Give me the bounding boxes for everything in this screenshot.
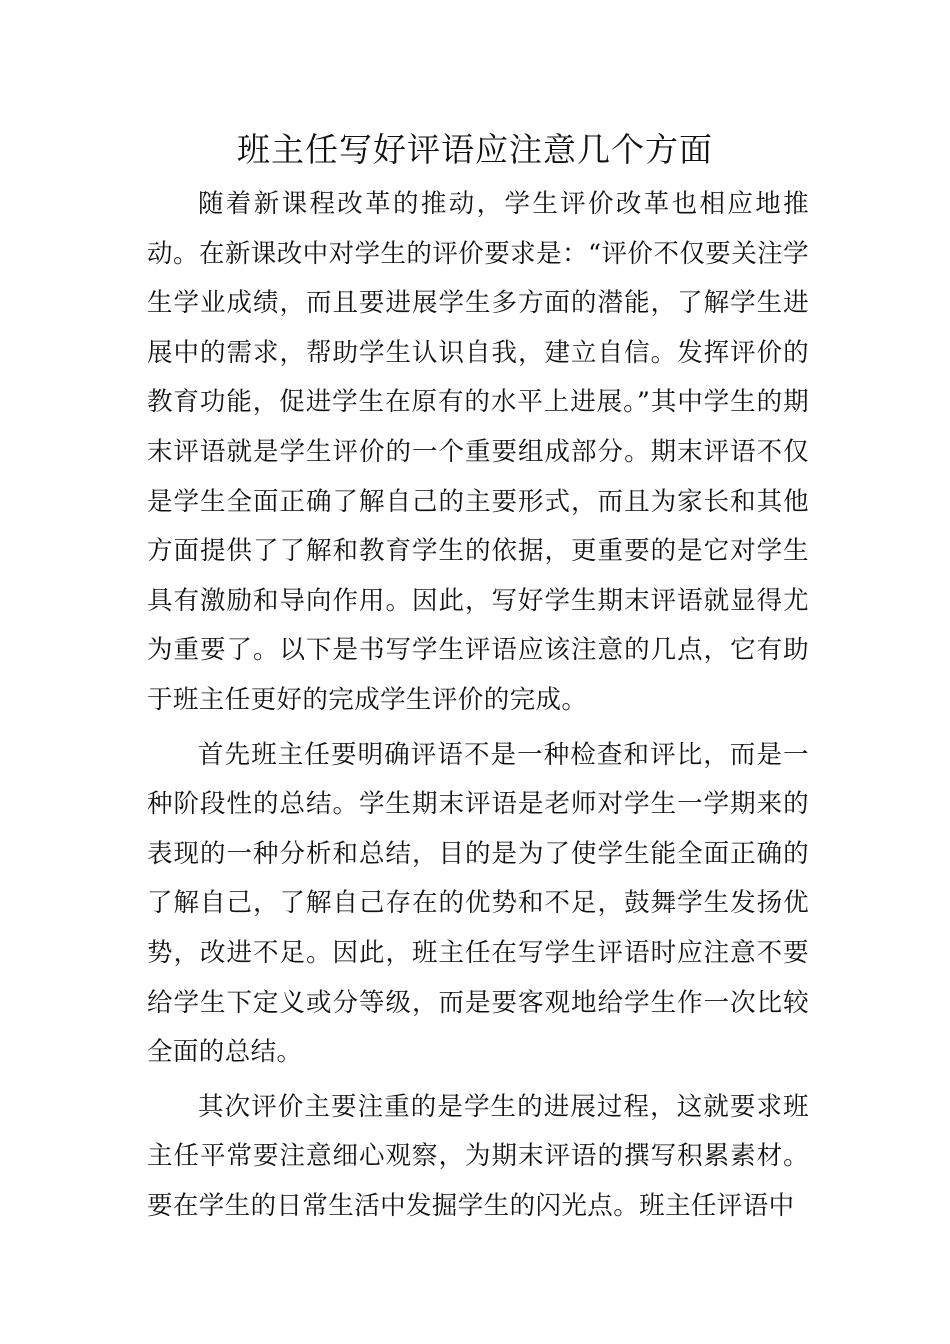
document-title: 班主任写好评语应注意几个方面 xyxy=(237,130,713,169)
paragraph-1: 随着新课程改革的推动，学生评价改革也相应地推动。在新课改中对学生的评价要求是：“评价不仅要关注学生学业成绩，而且要进展学生多方面的潜能，了解学生进展中的需求，帮助学生认识自我，建立自信。发挥评价的教育功能，促进学生在原有的水平上进展。”其中学生的期末评语就是学生评价的一个重要组成部分。期末评语不仅是学生全面正确了解自己的主要形式，而且为家长和其他方面提供了了解和教育学生的依据，更重要的是它对学生具有激励和导向作用。因此，写好学生期末评语就显得尤为重要了。以下是书写学生评语应该注意的几点，它有助于班主任更好的完成学生评价的完成。 xyxy=(147,189,809,715)
paragraph-2: 首先班主任要明确评语不是一种检查和评比，而是一种阶段性的总结。学生期末评语是老师对学生一学期来的表现的一种分析和总结，目的是为了使学生能全面正确的了解自己，了解自己存在的优势和不足，鼓舞学生发扬优势，改进不足。因此，班主任在写学生评语时应注意不要给学生下定义或分等级，而是要客观地给学生作一次比较全面的总结。 xyxy=(147,739,809,1068)
document-body xyxy=(147,180,809,1236)
paragraph-3: 其次评价主要注重的是学生的进展过程，这就要求班主任平常要注意细心观察，为期末评语的撰写积累素材。要在学生的日常生活中发掘学生的闪光点。班主任评语中 xyxy=(147,1091,809,1221)
